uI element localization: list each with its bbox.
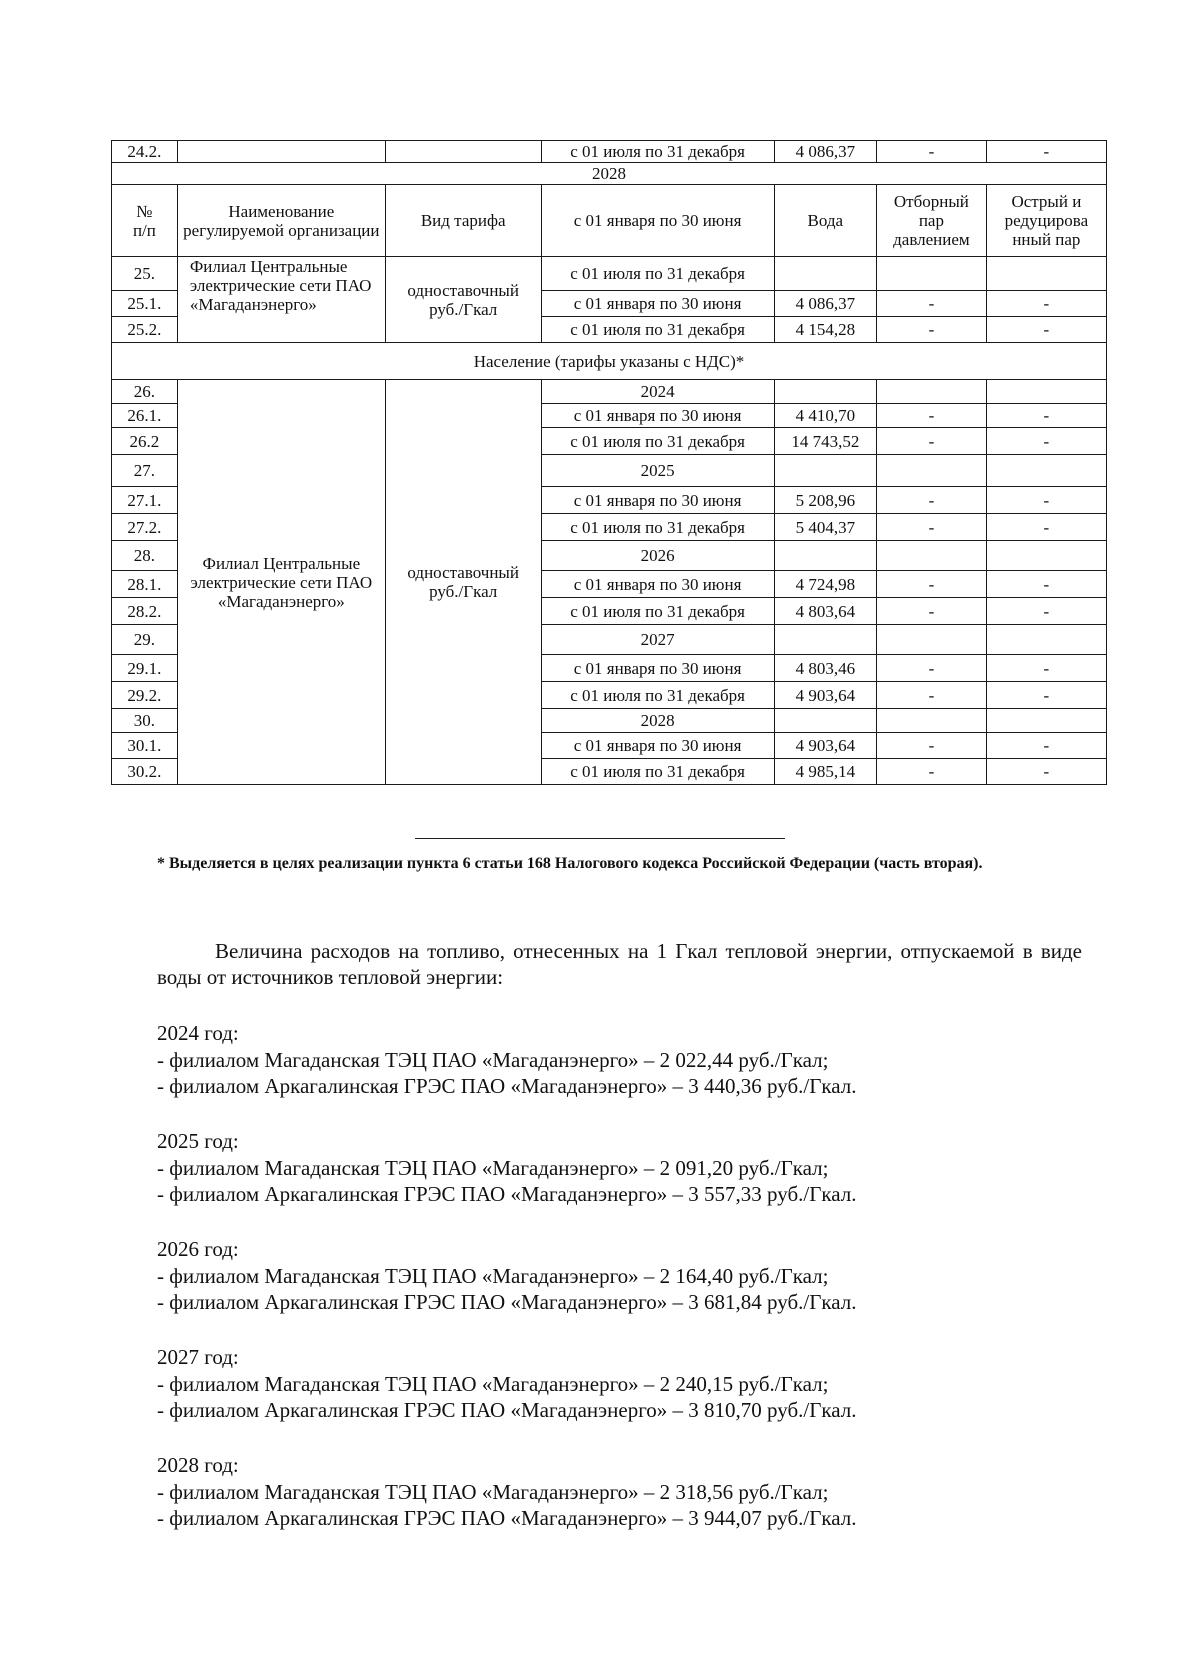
steam-sharp-cell — [986, 380, 1106, 404]
row-number: 25.1. — [112, 291, 178, 317]
fuel-cost-line: - филиалом Аркагалинская ГРЭС ПАО «Магаданэнерго» – 3 557,33 руб./Гкал. — [157, 1182, 857, 1206]
steam-selected-cell: - — [877, 487, 987, 514]
header-water: Вода — [774, 185, 876, 257]
period-cell: с 01 января по 30 июня — [541, 487, 774, 514]
year-band-row — [112, 163, 1107, 185]
steam-sharp-cell: - — [986, 514, 1106, 541]
population-header: Население (тарифы указаны с НДС)* — [112, 343, 1107, 380]
steam-sharp-cell: - — [986, 682, 1106, 709]
steam-sharp-cell — [986, 541, 1106, 571]
row-number: 28.2. — [112, 598, 178, 625]
tariff-type-cell: одноставочный руб./Гкал — [385, 380, 541, 785]
steam-selected-cell: - — [877, 733, 987, 759]
footnote-divider — [415, 838, 785, 839]
steam-sharp-cell: - — [986, 571, 1106, 598]
row-number: 30.2. — [112, 759, 178, 785]
steam-selected-cell: - — [877, 141, 987, 163]
year-cell: 2024 — [541, 380, 774, 404]
year-cell: 2028 — [541, 709, 774, 733]
footnote: * Выделяется в целях реализации пункта 6 статьи 168 Налогового кодекса Российской Федерации (часть вторая). — [157, 855, 983, 872]
water-cell: 4 086,37 — [774, 141, 876, 163]
water-cell: 4 154,28 — [774, 317, 876, 343]
fuel-cost-line: - филиалом Магаданская ТЭЦ ПАО «Магаданэнерго» – 2 240,15 руб./Гкал; — [157, 1371, 829, 1396]
fuel-cost-line: - филиалом Аркагалинская ГРЭС ПАО «Магаданэнерго» – 3 810,70 руб./Гкал. — [157, 1398, 857, 1422]
steam-selected-cell: - — [877, 598, 987, 625]
header-steam-selected: Отборный пар давлением — [877, 185, 987, 257]
water-cell: 5 404,37 — [774, 514, 876, 541]
section-header-row — [112, 343, 1107, 380]
year-cell: 2025 — [541, 455, 774, 487]
steam-selected-cell: - — [877, 404, 987, 428]
row-number: 29. — [112, 625, 178, 655]
period-cell: с 01 января по 30 июня — [541, 733, 774, 759]
fuel-cost-line: - филиалом Аркагалинская ГРЭС ПАО «Магаданэнерго» – 3 440,36 руб./Гкал. — [157, 1074, 857, 1098]
year-heading: 2028 год: — [157, 1453, 239, 1477]
row-number: 25. — [112, 257, 178, 291]
table-row — [112, 141, 1107, 163]
period-cell: с 01 июля по 31 декабря — [541, 428, 774, 455]
row-number: 24.2. — [112, 141, 178, 163]
water-cell — [774, 625, 876, 655]
fuel-cost-block-2024 — [157, 1020, 1082, 1100]
steam-sharp-cell: - — [986, 141, 1106, 163]
table-row — [112, 257, 1107, 291]
steam-sharp-cell: - — [986, 317, 1106, 343]
row-number: 25.2. — [112, 317, 178, 343]
steam-sharp-cell: - — [986, 759, 1106, 785]
year-cell: 2027 — [541, 625, 774, 655]
row-number: 28. — [112, 541, 178, 571]
fuel-cost-line: - филиалом Магаданская ТЭЦ ПАО «Магаданэнерго» – 2 164,40 руб./Гкал; — [157, 1263, 829, 1288]
fuel-cost-line: - филиалом Магаданская ТЭЦ ПАО «Магаданэнерго» – 2 091,20 руб./Гкал; — [157, 1155, 829, 1180]
steam-selected-cell: - — [877, 291, 987, 317]
year-heading: 2025 год: — [157, 1129, 239, 1153]
water-cell: 5 208,96 — [774, 487, 876, 514]
water-cell: 4 410,70 — [774, 404, 876, 428]
water-cell: 4 985,14 — [774, 759, 876, 785]
row-number: 28.1. — [112, 571, 178, 598]
period-cell: с 01 января по 30 июня — [541, 655, 774, 682]
fuel-cost-block-2025 — [157, 1128, 1082, 1208]
water-cell — [774, 257, 876, 291]
steam-selected-cell: - — [877, 759, 987, 785]
steam-sharp-cell — [986, 709, 1106, 733]
row-number: 30.1. — [112, 733, 178, 759]
steam-selected-cell: - — [877, 428, 987, 455]
period-cell: с 01 июля по 31 декабря — [541, 317, 774, 343]
header-period: с 01 января по 30 июня — [541, 185, 774, 257]
steam-selected-cell — [877, 455, 987, 487]
row-number: 29.2. — [112, 682, 178, 709]
steam-selected-cell: - — [877, 514, 987, 541]
org-cell: Филиал Центральные электрические сети ПАО «Магаданэнерго» — [177, 380, 385, 785]
row-number: 30. — [112, 709, 178, 733]
year-heading: 2026 год: — [157, 1237, 239, 1261]
fuel-cost-line: - филиалом Магаданская ТЭЦ ПАО «Магаданэнерго» – 2 318,56 руб./Гкал; — [157, 1479, 829, 1504]
steam-selected-cell — [877, 380, 987, 404]
steam-selected-cell — [877, 625, 987, 655]
row-number: 27.1. — [112, 487, 178, 514]
header-num: № п/п — [112, 185, 178, 257]
steam-sharp-cell: - — [986, 291, 1106, 317]
fuel-cost-line: - филиалом Аркагалинская ГРЭС ПАО «Магаданэнерго» – 3 681,84 руб./Гкал. — [157, 1290, 857, 1314]
row-number: 29.1. — [112, 655, 178, 682]
org-cell: Филиал Центральные электрические сети ПАО «Магаданэнерго» — [177, 257, 385, 343]
steam-selected-cell — [877, 257, 987, 291]
row-number: 27.2. — [112, 514, 178, 541]
intro-paragraph: Величина расходов на топливо, отнесенных на 1 Гкал тепловой энергии, отпускаемой в виде воды от источников тепловой энергии: — [157, 939, 1082, 989]
water-cell: 4 086,37 — [774, 291, 876, 317]
steam-sharp-cell: - — [986, 428, 1106, 455]
water-cell: 4 803,46 — [774, 655, 876, 682]
table-row — [112, 380, 1107, 404]
fuel-cost-line: - филиалом Магаданская ТЭЦ ПАО «Магаданэнерго» – 2 022,44 руб./Гкал; — [157, 1047, 829, 1072]
steam-selected-cell: - — [877, 655, 987, 682]
row-number: 26. — [112, 380, 178, 404]
water-cell — [774, 455, 876, 487]
tariff-type-cell: одноставочный руб./Гкал — [385, 257, 541, 343]
year-band: 2028 — [112, 163, 1107, 185]
water-cell: 4 903,64 — [774, 682, 876, 709]
period-cell: с 01 января по 30 июня — [541, 571, 774, 598]
steam-sharp-cell — [986, 455, 1106, 487]
steam-sharp-cell: - — [986, 733, 1106, 759]
period-cell: с 01 июля по 31 декабря — [541, 514, 774, 541]
fuel-cost-block-2027 — [157, 1344, 1082, 1424]
year-heading: 2024 год: — [157, 1021, 239, 1045]
water-cell — [774, 380, 876, 404]
steam-sharp-cell: - — [986, 598, 1106, 625]
water-cell — [774, 541, 876, 571]
fuel-cost-block-2026 — [157, 1236, 1082, 1316]
steam-selected-cell: - — [877, 571, 987, 598]
water-cell — [774, 709, 876, 733]
period-cell: с 01 июля по 31 декабря — [541, 141, 774, 163]
header-org: Наименование регулируемой организации — [177, 185, 385, 257]
fuel-cost-block-2028 — [157, 1452, 1082, 1532]
steam-sharp-cell — [986, 625, 1106, 655]
steam-selected-cell: - — [877, 317, 987, 343]
water-cell: 4 903,64 — [774, 733, 876, 759]
row-number: 26.2 — [112, 428, 178, 455]
period-cell: с 01 января по 30 июня — [541, 291, 774, 317]
water-cell: 4 724,98 — [774, 571, 876, 598]
period-cell: с 01 января по 30 июня — [541, 404, 774, 428]
header-tariff-type: Вид тарифа — [385, 185, 541, 257]
steam-sharp-cell: - — [986, 487, 1106, 514]
tariff-table — [111, 140, 1107, 785]
steam-sharp-cell — [986, 257, 1106, 291]
period-cell: с 01 июля по 31 декабря — [541, 598, 774, 625]
year-heading: 2027 год: — [157, 1345, 239, 1369]
water-cell: 4 803,64 — [774, 598, 876, 625]
steam-sharp-cell: - — [986, 655, 1106, 682]
row-number: 27. — [112, 455, 178, 487]
water-cell: 14 743,52 — [774, 428, 876, 455]
header-steam-sharp: Острый и редуцирова нный пар — [986, 185, 1106, 257]
year-cell: 2026 — [541, 541, 774, 571]
steam-selected-cell — [877, 709, 987, 733]
steam-selected-cell — [877, 541, 987, 571]
period-cell: с 01 июля по 31 декабря — [541, 257, 774, 291]
steam-selected-cell: - — [877, 682, 987, 709]
table-header-row — [112, 185, 1107, 257]
row-number: 26.1. — [112, 404, 178, 428]
steam-sharp-cell: - — [986, 404, 1106, 428]
fuel-cost-line: - филиалом Аркагалинская ГРЭС ПАО «Магаданэнерго» – 3 944,07 руб./Гкал. — [157, 1506, 857, 1530]
period-cell: с 01 июля по 31 декабря — [541, 682, 774, 709]
period-cell: с 01 июля по 31 декабря — [541, 759, 774, 785]
